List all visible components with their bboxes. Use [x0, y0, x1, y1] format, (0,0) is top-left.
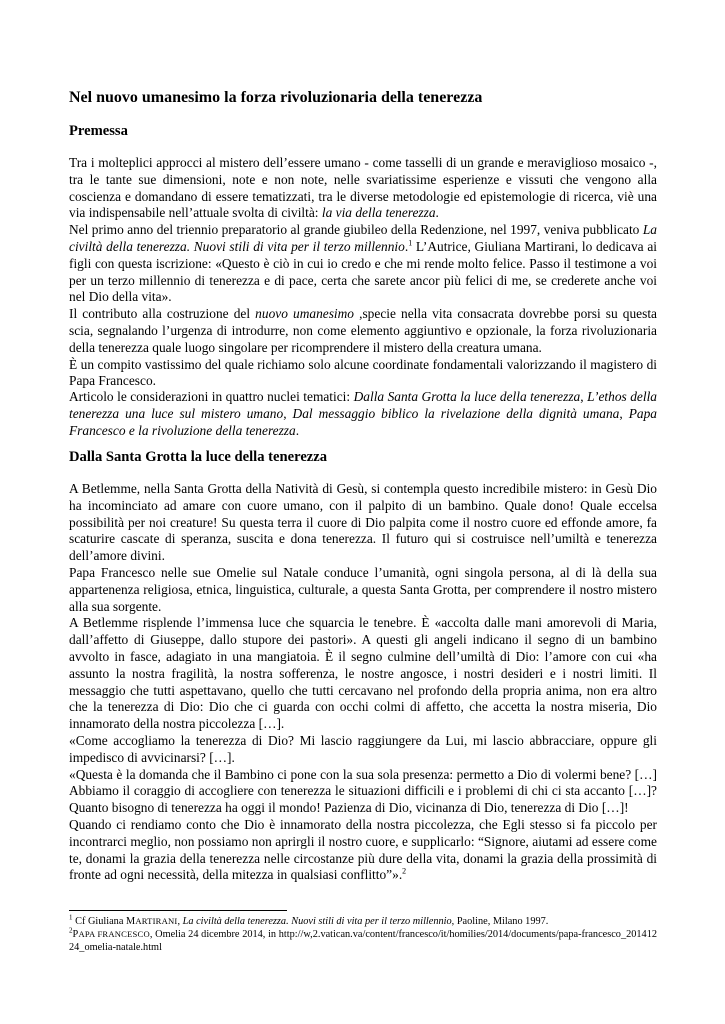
theme-3: Dal messaggio biblico la rivelazione della dignità umana [292, 405, 620, 421]
emphasis: la via della tenerezza [321, 205, 436, 221]
grotta-body [69, 481, 657, 884]
paragraph: Il contributo alla costruzione del nuovo umanesimo ,specie nella vita consacrata dovrebbe porsi su questa scia, segnalando l’urgenza di introdurre, non come elemento aggiuntivo e opzionale, la forza rivoluzionaria della tenerezza quale luogo singolare per ricomprendere il mistero della creatura umana. [69, 306, 658, 355]
paragraph: Tra i molteplici approcci al mistero dell’essere umano - come tasselli di un grande e meraviglioso mosaico -, tra le tante sue dimensioni, note e non note, nelle svariatissime esperienze e vissuti che vengono alla coscienza e domandano di essere tematizzati, tra le diverse metodologie ed epistemologie di ricerca, viè una via indispensabile nell’attuale svolta di civiltà: la via della tenerezza. [69, 155, 657, 221]
footnotes [69, 915, 657, 954]
footnote-2: $^2$PAPA FRANCESCO, Omelia 24 dicembre 2014, in http://w,2.vatican.va/content/francesco/it/homilies/2014/documents/papa-francesco_20141224_omelia-natale.html [69, 926, 657, 953]
footnote-ref-2[interactable]: 2 [402, 866, 407, 876]
footnote-1: $^1$ Cf Giuliana MARTIRANI, La civiltà della tenerezza. Nuovi stili di vita per il terzo millennio, Paoline, Milano 1997. [69, 913, 549, 927]
paragraph: Nel primo anno del triennio preparatorio al grande giubileo della Redenzione, nel 1997, veniva pubblicato La civiltà della tenerezza. Nuovi stili di vita per il terzo millennio.$^1$ L’Autrice, Giuliana Martirani, lo dedicava ai figli con questa iscrizione: «Questo è ciò in cui io credo e che mi rende molto felice. Passo il testimone a voi per un terzo millennio di tenerezza e di pace, certa che sarete ancor più felici di me, se crederete anche voi nel Dio della vita». [69, 222, 657, 305]
paragraph: Articolo le considerazioni in quattro nuclei tematici: Dalla Santa Grotta la luce della tenerezza, L’ethos della tenerezza una luce sul mistero umano, Dal messaggio biblico la rivelazione della dignità umana, Papa Francesco e la rivoluzione della tenerezza. [69, 389, 658, 438]
paragraph: A Betlemme risplende l’immensa luce che squarcia le tenebre. È «accolta dalle mani amorevoli di Maria, dall’affetto di Giuseppe, dallo stupore dei pastori». A questi gli angeli indicano il segno di un bambino avvolto in fasce, adagiato in una mangiatoia. È il segno culmine dell’umiltà di Dio: l’amore con cui «ha assunto la nostra fragilità, la nostra sofferenza, le nostre angosce, i nostri desideri e i nostri limiti. Il messaggio che tutti aspettavano, quello che tutti cercavano nel profondo della propria anima, non era altro che la tenerezza di Dio: Dio che ci guarda con occhi colmi di affetto, che accetta la nostra miseria, Dio innamorato della nostra piccolezza […]. [69, 615, 657, 732]
section-heading-premessa: Premessa [69, 123, 128, 139]
paragraph: Papa Francesco nelle sue Omelie sul Natale conduce l’umanità, ogni singola persona, al di là della sua appartenenza religiosa, etnica, linguistica, culturale, a questa Santa Grotta, per comprendere il nostro mistero alla sua sorgente. [69, 564, 657, 614]
emphasis: nuovo umanesimo [255, 306, 355, 322]
paragraph: Quando ci rendiamo conto che Dio è innamorato della nostra piccolezza, che Egli stesso si fa piccolo per incontrarci meglio, non possiamo non aprirgli il nostro cuore, e supplicarlo: “Signore, aiutami ad essere come te, donami la grazia della tenerezza nelle circostanze più dure della vita, donami la grazia della prossimità di fronte ad ogni necessità, della mitezza in qualsiasi conflitto”».$^2$ [69, 816, 657, 883]
theme-2: L’ethos della tenerezza una luce sul mistero umano [69, 389, 658, 421]
footnote-ref-1[interactable]: 1 [408, 238, 413, 248]
book-title: La civiltà della tenerezza. Nuovi stili di vita per il terzo millennio [69, 222, 657, 254]
footnote-link[interactable]: , Omelia 24 dicembre 2014, in http://w,2.vatican.va/content/francesco/it/homilies/2014/documents/papa-francesco_20141224_omelia-natale.html [69, 929, 657, 953]
paragraph: A Betlemme, nella Santa Grotta della Natività di Gesù, si contempla questo incredibile mistero: in Gesù Dio ha incominciato ad amare con cuore umano, con il palpito di un bambino. Quale dono! Quale eccelsa possibilità per noi creature! Su questa terra il cuore di Dio palpita come il nostro cuore ed effonde amore, fa scaturire cascate di speranza, suscita e dona tenerezza. Il futuro qui si costruisce nell’umiltà e tenerezza dell’amore divini. [69, 481, 657, 564]
section-heading-grotta: Dalla Santa Grotta la luce della tenerezza [69, 449, 328, 465]
premessa-body [69, 155, 657, 390]
document-title: Nel nuovo umanesimo la forza rivoluzionaria della tenerezza [69, 89, 483, 106]
paragraph: «Come accogliamo la tenerezza di Dio? Mi lascio raggiungere da Lui, mi lascio abbracciare, oppure gli impedisco di avvicinarsi? […]. [69, 732, 657, 765]
articolo-paragraph [69, 389, 657, 439]
paragraph: «Questa è la domanda che il Bambino ci pone con la sua sola presenza: permetto a Dio di volermi bene? […] Abbiamo il coraggio di accogliere con tenerezza le situazioni difficili e i problemi di chi ci sta accanto […]? Quanto bisogno di tenerezza ha oggi il mondo! Pazienza di Dio, vicinanza di Dio, tenerezza di Dio […]! [69, 766, 657, 816]
theme-1: Dalla Santa Grotta la luce della tenerezza [353, 389, 581, 404]
theme-4: Papa Francesco e la rivoluzione della tenerezza [69, 405, 657, 438]
paragraph: È un compito vastissimo del quale richiamo solo alcune coordinate fondamentali valorizzando il magistero di Papa Francesco. [69, 356, 657, 389]
footnote-divider [69, 910, 287, 911]
